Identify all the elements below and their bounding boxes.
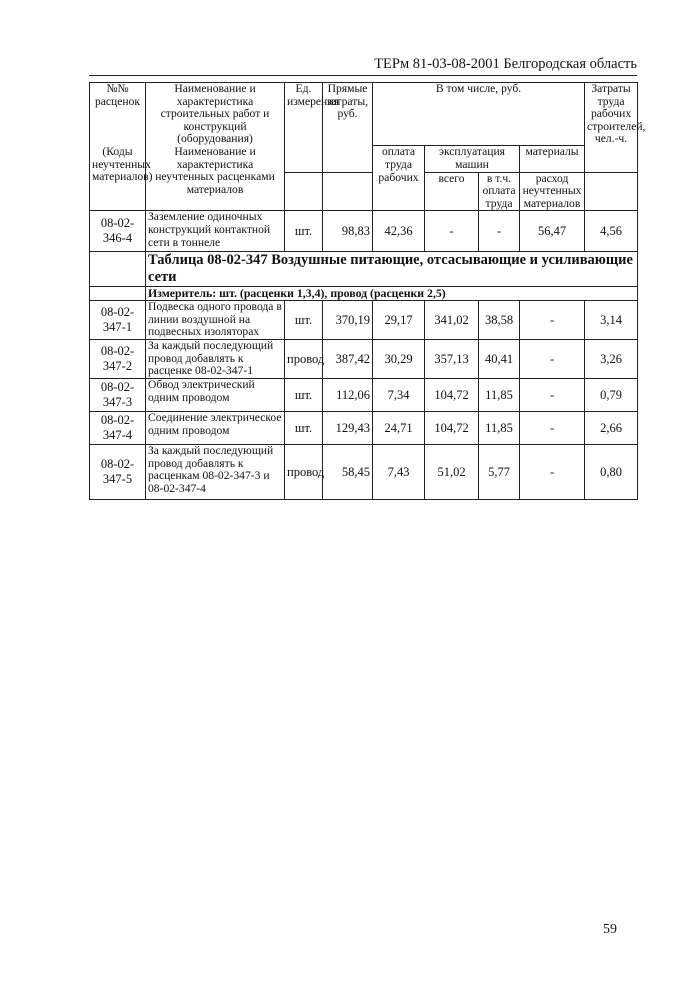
row-direct: 98,83 — [323, 211, 373, 252]
row-machine-pay: - — [479, 211, 520, 252]
col-incl-header: В том числе, руб. — [373, 83, 585, 146]
row-name: Соединение электрическое одним проводом — [146, 412, 285, 445]
col-labor-cost-header: Затраты труда рабочих строителей, чел.-ч. — [585, 83, 638, 173]
table-row — [90, 340, 638, 379]
col-name-header: Наименование и характеристика строительных работ и конструкций (оборудования) — [146, 83, 285, 146]
row-labor-pay: 42,36 — [373, 211, 425, 252]
row-materials: - — [520, 412, 585, 445]
row-unit: шт. — [285, 379, 323, 412]
row-name: За каждый последующий провод добавлять к расценкам 08-02-347-3 и 08-02-347-4 — [146, 445, 285, 500]
row-labor: 0,79 — [585, 379, 638, 412]
row-code: 08-02-347-1 — [90, 301, 146, 340]
measure-blank — [90, 287, 146, 301]
row-name: За каждый последующий провод добавлять к расценке 08-02-347-1 — [146, 340, 285, 379]
title-blank — [90, 252, 146, 287]
row-machine-total: 104,72 — [425, 412, 479, 445]
row-code: 08-02-347-2 — [90, 340, 146, 379]
row-materials: - — [520, 379, 585, 412]
row-labor-pay: 24,71 — [373, 412, 425, 445]
row-name: Подвеска одного провода в линии воздушной на подвесных изоляторах — [146, 301, 285, 340]
row-unit: провод — [285, 445, 323, 500]
row-materials: - — [520, 301, 585, 340]
row-materials: - — [520, 340, 585, 379]
row-direct: 370,19 — [323, 301, 373, 340]
col-machine-total-header: всего — [425, 172, 479, 211]
unit-header-blank — [285, 172, 323, 211]
labor-cost-header-blank — [585, 172, 638, 211]
row-labor: 3,14 — [585, 301, 638, 340]
col-labor-pay-header: оплата труда рабочих — [373, 146, 425, 211]
col-unit-header: Ед. измерения — [285, 83, 323, 173]
col-unaccounted-name-header: Наименование и характеристика неучтенных расценками материалов — [146, 146, 285, 211]
row-machine-total: 104,72 — [425, 379, 479, 412]
page-header: ТЕРм 81-03-08-2001 Белгородская область — [89, 54, 637, 76]
row-code: 08-02-346-4 — [90, 211, 146, 252]
row-machine-total: 341,02 — [425, 301, 479, 340]
row-labor-pay: 29,17 — [373, 301, 425, 340]
row-machine-total: 51,02 — [425, 445, 479, 500]
row-direct: 58,45 — [323, 445, 373, 500]
table-title: Таблица 08-02-347 Воздушные питающие, отсасывающие и усиливающие сети — [146, 252, 638, 287]
row-machine-pay: 38,58 — [479, 301, 520, 340]
table-row — [90, 379, 638, 412]
row-machine-total: - — [425, 211, 479, 252]
row-machine-pay: 11,85 — [479, 379, 520, 412]
row-code: 08-02-347-5 — [90, 445, 146, 500]
col-materials-header: материалы — [520, 146, 585, 172]
row-machine-pay: 40,41 — [479, 340, 520, 379]
measure-text: Измеритель: шт. (расценки 1,3,4), провод (расценки 2,5) — [146, 287, 638, 301]
rates-table — [89, 82, 646, 500]
row-machine-pay: 5,77 — [479, 445, 520, 500]
table-row — [90, 301, 638, 340]
row-code: 08-02-347-3 — [90, 379, 146, 412]
row-unit: шт. — [285, 412, 323, 445]
row-name: Обвод электрический одним проводом — [146, 379, 285, 412]
col-direct-header: Прямые затраты, руб. — [323, 83, 373, 173]
table-row — [90, 211, 638, 252]
col-unaccounted-consumption-header: расход неучтенных материалов — [520, 172, 585, 211]
row-labor-pay: 30,29 — [373, 340, 425, 379]
row-direct: 387,42 — [323, 340, 373, 379]
row-labor: 2,66 — [585, 412, 638, 445]
col-machine-pay-header: в т.ч. оплата труда — [479, 172, 520, 211]
row-labor: 4,56 — [585, 211, 638, 252]
row-labor-pay: 7,43 — [373, 445, 425, 500]
row-labor-pay: 7,34 — [373, 379, 425, 412]
row-materials: 56,47 — [520, 211, 585, 252]
row-labor: 0,80 — [585, 445, 638, 500]
col-machine-op-header: эксплуатация машин — [425, 146, 520, 172]
row-name: Заземление одиночных конструкций контактной сети в тоннеле — [146, 211, 285, 252]
row-labor: 3,26 — [585, 340, 638, 379]
row-code: 08-02-347-4 — [90, 412, 146, 445]
table-row — [90, 445, 638, 500]
table-body — [90, 82, 646, 500]
row-machine-total: 357,13 — [425, 340, 479, 379]
direct-header-blank — [323, 172, 373, 211]
page-number: 59 — [603, 922, 617, 937]
col-code-header: №№ расценок — [90, 83, 146, 146]
table-row — [90, 412, 638, 445]
row-machine-pay: 11,85 — [479, 412, 520, 445]
row-unit: провод — [285, 340, 323, 379]
row-unit: шт. — [285, 211, 323, 252]
row-direct: 129,43 — [323, 412, 373, 445]
row-direct: 112,06 — [323, 379, 373, 412]
col-unaccounted-codes-header: (Коды неучтенных материалов) — [90, 146, 146, 211]
row-unit: шт. — [285, 301, 323, 340]
row-materials: - — [520, 445, 585, 500]
